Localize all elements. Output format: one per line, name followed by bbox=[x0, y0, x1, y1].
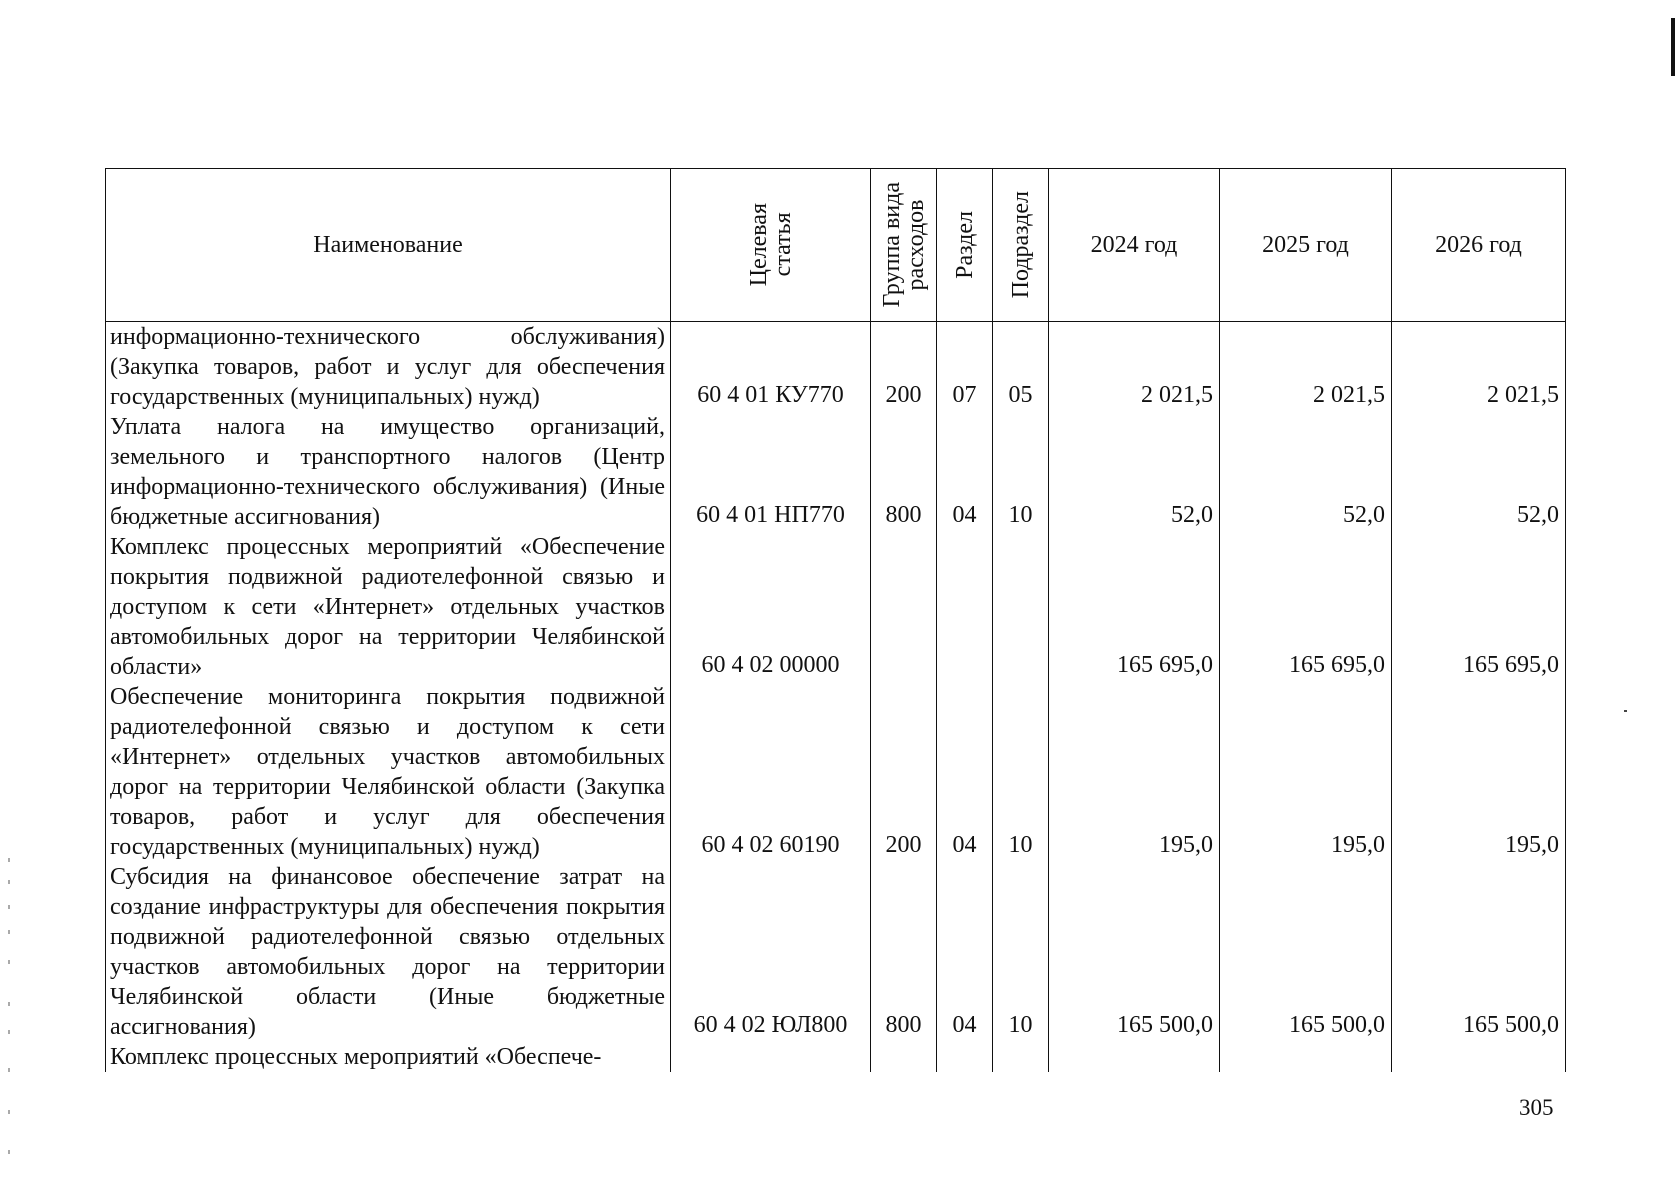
row-amount-2026: 52,0 bbox=[1392, 412, 1566, 532]
row-expense-group: 200 bbox=[871, 322, 937, 413]
row-amount-2025: 165 695,0 bbox=[1220, 532, 1392, 682]
row-expense-group: 800 bbox=[871, 412, 937, 532]
header-year-2024: 2024 год bbox=[1049, 169, 1220, 322]
scan-edge-mark bbox=[1671, 18, 1675, 76]
row-section: 07 bbox=[937, 322, 993, 413]
row-name: Комплекс процессных мероприятий «Обеспече- bbox=[106, 1042, 671, 1072]
row-name: информационно-технического обслуживания) (Закупка товаров, работ и услуг для обеспечения государственных (муниципальных) нужд) bbox=[106, 322, 671, 413]
margin-mark bbox=[8, 858, 10, 862]
row-amount-2025: 2 021,5 bbox=[1220, 322, 1392, 413]
header-section: Раздел bbox=[937, 169, 993, 322]
row-section: 04 bbox=[937, 682, 993, 862]
header-name: Наименование bbox=[106, 169, 671, 322]
header-row bbox=[106, 169, 1566, 322]
row-target-article bbox=[671, 1042, 871, 1072]
row-amount-2024: 165 695,0 bbox=[1049, 532, 1220, 682]
row-subsection: 10 bbox=[993, 682, 1049, 862]
table-row bbox=[106, 532, 1566, 682]
row-amount-2024: 52,0 bbox=[1049, 412, 1220, 532]
row-expense-group bbox=[871, 532, 937, 682]
row-amount-2025: 195,0 bbox=[1220, 682, 1392, 862]
row-name: Субсидия на финансовое обеспечение затрат на создание инфраструктуры для обеспечения покрытия подвижной радиотелефонной связью отдельных участков автомобильных дорог на территории Челябинской области (Иные бюджетные ассигнования) bbox=[106, 862, 671, 1042]
table-row bbox=[106, 412, 1566, 532]
header-subsection: Подраздел bbox=[993, 169, 1049, 322]
header-year-2025: 2025 год bbox=[1220, 169, 1392, 322]
row-expense-group: 200 bbox=[871, 682, 937, 862]
row-target-article: 60 4 02 60190 bbox=[671, 682, 871, 862]
margin-mark bbox=[8, 1150, 10, 1154]
row-target-article: 60 4 02 00000 bbox=[671, 532, 871, 682]
row-section bbox=[937, 1042, 993, 1072]
row-amount-2024: 195,0 bbox=[1049, 682, 1220, 862]
row-amount-2026: 195,0 bbox=[1392, 682, 1566, 862]
row-target-article: 60 4 01 КУ770 bbox=[671, 322, 871, 413]
row-subsection bbox=[993, 532, 1049, 682]
row-section bbox=[937, 532, 993, 682]
row-amount-2026: 165 695,0 bbox=[1392, 532, 1566, 682]
margin-mark bbox=[8, 1110, 10, 1114]
row-name: Уплата налога на имущество организаций, земельного и транспортного налогов (Центр информационно-технического обслуживания) (Иные бюджетные ассигнования) bbox=[106, 412, 671, 532]
margin-mark bbox=[8, 930, 10, 934]
margin-mark bbox=[8, 1030, 10, 1034]
row-name: Комплекс процессных мероприятий «Обеспечение покрытия подвижной радиотелефонной связью и доступом к сети «Интернет» отдельных участков автомобильных дорог на территории Челябинской области» bbox=[106, 532, 671, 682]
row-amount-2024: 2 021,5 bbox=[1049, 322, 1220, 413]
header-year-2026: 2026 год bbox=[1392, 169, 1566, 322]
row-amount-2025: 165 500,0 bbox=[1220, 862, 1392, 1042]
row-subsection: 10 bbox=[993, 412, 1049, 532]
row-amount-2024: 165 500,0 bbox=[1049, 862, 1220, 1042]
margin-mark bbox=[8, 1068, 10, 1072]
row-expense-group: 800 bbox=[871, 862, 937, 1042]
row-section: 04 bbox=[937, 412, 993, 532]
row-subsection: 10 bbox=[993, 862, 1049, 1042]
row-amount-2025 bbox=[1220, 1042, 1392, 1072]
row-subsection bbox=[993, 1042, 1049, 1072]
row-amount-2024 bbox=[1049, 1042, 1220, 1072]
table-row bbox=[106, 1042, 1566, 1072]
budget-table bbox=[105, 168, 1566, 1072]
header-expense-group: Группа вида расходов bbox=[871, 169, 937, 322]
row-amount-2025: 52,0 bbox=[1220, 412, 1392, 532]
row-target-article: 60 4 02 ЮЛ800 bbox=[671, 862, 871, 1042]
margin-mark bbox=[8, 880, 10, 884]
header-target-article: Целевая статья bbox=[671, 169, 871, 322]
table-row bbox=[106, 862, 1566, 1042]
row-amount-2026: 165 500,0 bbox=[1392, 862, 1566, 1042]
row-name: Обеспечение мониторинга покрытия подвижной радиотелефонной связью и доступом к сети «Интернет» отдельных участков автомобильных дорог на территории Челябинской области (Закупка товаров, работ и услуг для обеспечения государственных (муниципальных) нужд) bbox=[106, 682, 671, 862]
row-subsection: 05 bbox=[993, 322, 1049, 413]
margin-mark bbox=[8, 960, 10, 964]
row-amount-2026: 2 021,5 bbox=[1392, 322, 1566, 413]
margin-mark bbox=[8, 1002, 10, 1006]
row-section: 04 bbox=[937, 862, 993, 1042]
margin-mark bbox=[8, 905, 10, 909]
scan-speck bbox=[1624, 710, 1627, 712]
row-target-article: 60 4 01 НП770 bbox=[671, 412, 871, 532]
table-row bbox=[106, 322, 1566, 413]
row-expense-group bbox=[871, 1042, 937, 1072]
page-number: 305 bbox=[1519, 1095, 1554, 1120]
table-row bbox=[106, 682, 1566, 862]
row-amount-2026 bbox=[1392, 1042, 1566, 1072]
